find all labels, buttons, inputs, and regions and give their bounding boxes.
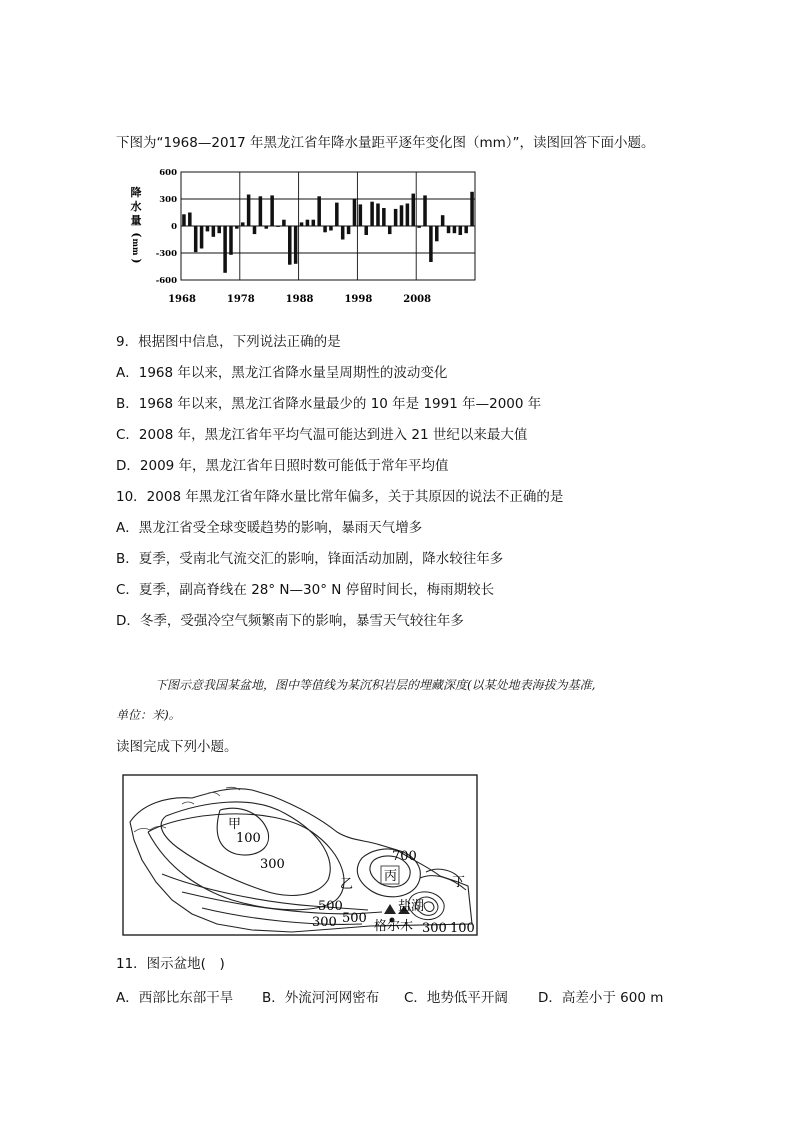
- bar-1991: [317, 196, 321, 226]
- intro-text-2-line-2: 单位：米)。: [116, 708, 181, 722]
- contour-label-100-east: 100: [450, 921, 475, 936]
- y-axis-label-char: 量: [130, 214, 142, 227]
- y-tick-label: 300: [159, 195, 177, 205]
- bar-1990: [312, 220, 316, 226]
- bar-1984: [276, 226, 280, 227]
- contour-label-300-center: 300: [260, 857, 285, 872]
- bar-1995: [341, 226, 345, 240]
- contour-label-700: 700: [392, 849, 417, 864]
- bar-1980: [253, 226, 257, 234]
- bar-1998: [359, 204, 363, 226]
- bar-2017: [470, 192, 474, 226]
- bar-2009: [423, 195, 427, 226]
- q9-option-b: B．1968 年以来，黑龙江省降水量最少的 10 年是 1991 年—2000 年: [116, 396, 542, 412]
- bar-1982: [264, 226, 268, 229]
- y-axis-label-char: ): [130, 258, 143, 264]
- y-tick-label: 0: [171, 222, 177, 232]
- bar-1978: [241, 222, 245, 226]
- bar-1994: [335, 203, 339, 226]
- bar-1981: [259, 196, 263, 226]
- q9-stem: 9．根据图中信息，下列说法正确的是: [116, 334, 341, 350]
- bar-2015: [459, 226, 463, 235]
- bar-1988: [300, 222, 304, 226]
- bar-1973: [212, 226, 216, 237]
- x-tick-label: 1978: [226, 294, 255, 305]
- bar-2016: [464, 226, 468, 233]
- bar-1971: [200, 226, 204, 249]
- bar-1970: [194, 226, 198, 252]
- bar-1976: [229, 226, 233, 255]
- y-tick-label: -300: [155, 249, 177, 259]
- bar-1974: [217, 226, 221, 233]
- q9-option-d: D．2009 年，黑龙江省年日照时数可能低于常年平均值: [116, 458, 449, 474]
- contour-label-500-south: 500: [342, 911, 367, 926]
- bar-2006: [406, 204, 410, 227]
- y-axis-label-char: 降: [130, 186, 142, 199]
- basin-contour-map: [122, 774, 478, 936]
- bar-1975: [223, 226, 227, 273]
- bar-1983: [270, 195, 274, 226]
- q10-option-d: D．冬季，受强冷空气频繁南下的影响，暴雪天气较往年多: [116, 613, 464, 629]
- map-label-ding: 丁: [452, 875, 466, 890]
- q11-option-a: A．西部比东部干旱: [116, 990, 234, 1006]
- precipitation-anomaly-chart: [120, 162, 486, 308]
- bar-1979: [247, 195, 251, 227]
- q11-option-b: B．外流河河网密布: [262, 990, 380, 1006]
- x-tick-label: 2008: [403, 294, 432, 305]
- bar-1985: [282, 220, 286, 226]
- bar-2000: [370, 202, 374, 226]
- bar-1993: [329, 226, 333, 231]
- contour-label-300-east: 300: [422, 921, 447, 936]
- chart-bars: [182, 192, 474, 273]
- map-label-bing: 丙: [384, 869, 398, 884]
- bar-2005: [400, 205, 404, 226]
- map-label-jia: 甲: [228, 817, 242, 832]
- y-axis-label: [130, 185, 143, 264]
- q11-options: [116, 986, 663, 1006]
- map-label-geermu: 格尔木: [374, 919, 414, 934]
- x-tick-labels: [168, 294, 431, 305]
- bar-1986: [288, 226, 292, 265]
- bar-1972: [206, 226, 210, 231]
- y-axis-label-char: mm: [131, 238, 141, 256]
- contour-label-100-west: 100: [236, 831, 261, 846]
- y-tick-label: 600: [159, 168, 177, 178]
- bar-2010: [429, 226, 433, 262]
- bar-2008: [417, 226, 421, 228]
- q10-option-b: B．夏季，受南北气流交汇的影响，锋面活动加剧，降水较往年多: [116, 551, 504, 567]
- intro-text-2-line-3: 读图完成下列小题。: [116, 739, 238, 755]
- bar-1999: [364, 226, 368, 235]
- bar-2013: [447, 226, 451, 233]
- intro-text-1: 下图为“1968—2017 年黑龙江省年降水量距平逐年变化图（mm）”，读图回答下面小题。: [116, 135, 655, 151]
- x-tick-label: 1968: [168, 294, 196, 305]
- bar-1992: [323, 226, 327, 232]
- bar-2003: [388, 226, 392, 234]
- y-axis-label-char: (: [130, 232, 143, 238]
- map-label-salt-lake: 盐湖: [398, 899, 425, 914]
- contour-label-500-west: 500: [318, 899, 343, 914]
- bar-2007: [411, 194, 415, 226]
- bar-2004: [394, 209, 398, 226]
- bar-1989: [306, 220, 310, 226]
- q11-option-d: D．高差小于 600 m: [538, 990, 664, 1006]
- bar-1996: [347, 226, 351, 234]
- y-axis-label-char: 水: [130, 200, 142, 213]
- q11-stem: 11．图示盆地( ): [116, 956, 225, 972]
- bar-2002: [382, 208, 386, 226]
- bar-1969: [188, 213, 192, 227]
- bar-1968: [182, 214, 186, 226]
- y-tick-label: -600: [155, 276, 177, 286]
- bar-2011: [435, 226, 439, 241]
- bar-2012: [441, 215, 445, 226]
- y-tick-labels: [156, 168, 177, 286]
- bar-1977: [235, 226, 239, 229]
- q10-option-c: C．夏季，副高脊线在 28° N—30° N 停留时间长，梅雨期较长: [116, 582, 495, 598]
- bar-2001: [376, 204, 380, 227]
- x-tick-label: 1998: [344, 294, 373, 305]
- intro-text-2-line-1: 下图示意我国某盆地，图中等值线为某沉积岩层的埋藏深度(以某处地表海拔为基准,: [155, 678, 596, 692]
- contour-label-300-west-edge: 300: [312, 915, 337, 930]
- bar-1987: [294, 226, 298, 264]
- x-tick-label: 1988: [285, 294, 314, 305]
- q11-option-c: C．地势低平开阔: [404, 990, 508, 1006]
- q10-option-a: A．黑龙江省受全球变暖趋势的影响，暴雨天气增多: [116, 520, 423, 536]
- bar-2014: [453, 226, 457, 233]
- q10-stem: 10．2008 年黑龙江省年降水量比常年偏多，关于其原因的说法不正确的是: [116, 489, 564, 505]
- q9-option-c: C．2008 年，黑龙江省年平均气温可能达到进入 21 世纪以来最大值: [116, 427, 528, 443]
- bar-1997: [353, 199, 357, 226]
- map-label-yi: 乙: [340, 877, 354, 892]
- q9-option-a: A．1968 年以来，黑龙江省降水量呈周期性的波动变化: [116, 365, 448, 381]
